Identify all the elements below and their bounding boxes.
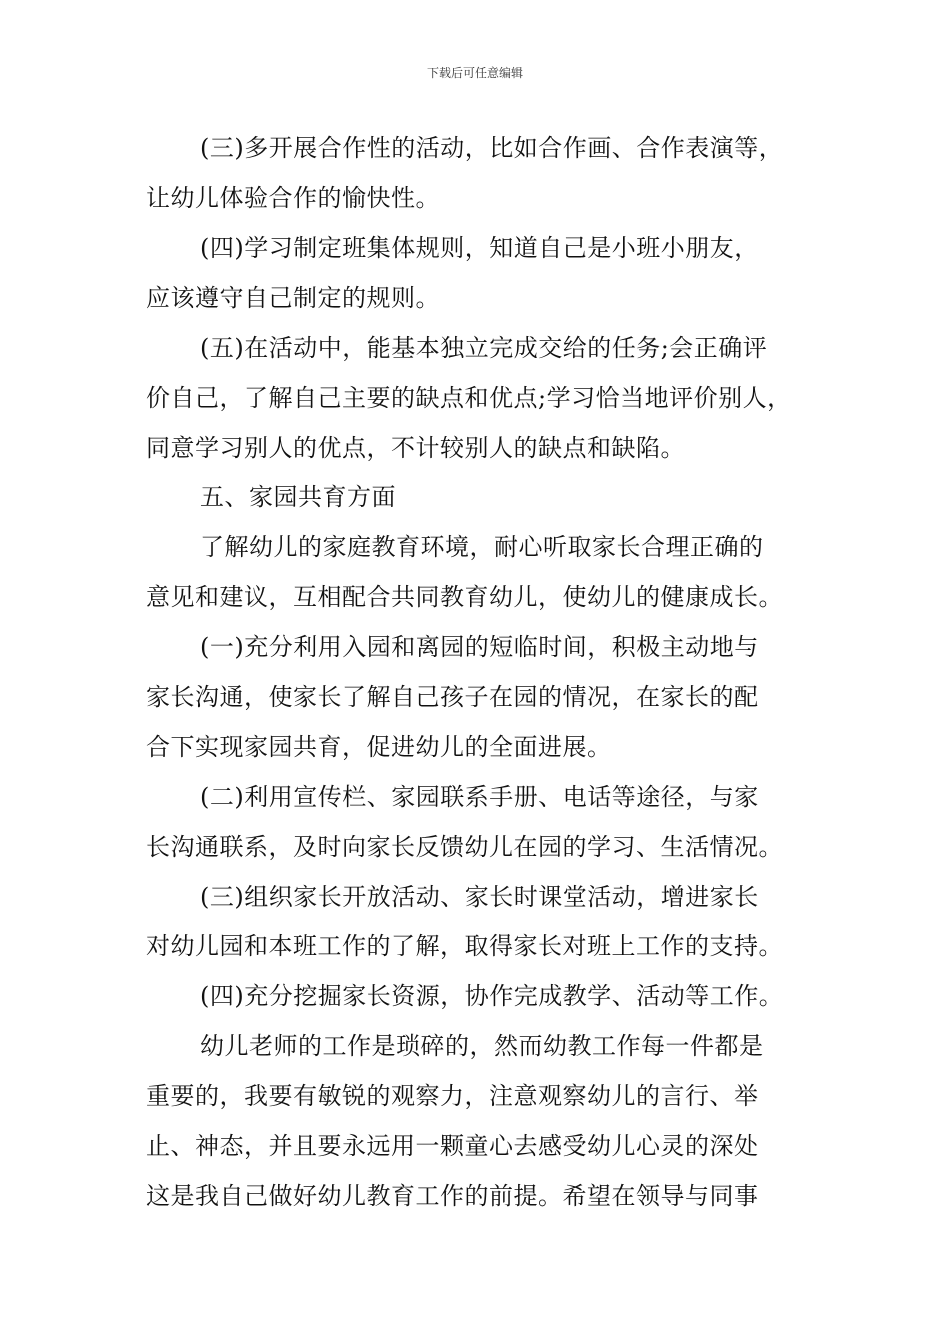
paragraph-line: 应该遵守自己制定的规则。 bbox=[146, 284, 440, 312]
paragraph-line: 价自己，了解自己主要的缺点和优点;学习恰当地评价别人， bbox=[146, 384, 792, 412]
paragraph-line: (三)多开展合作性的活动，比如合作画、合作表演等， bbox=[200, 134, 784, 162]
paragraph-line: (三)组织家长开放活动、家长时课堂活动，增进家长 bbox=[200, 883, 759, 911]
paragraph-line: 同意学习别人的优点，不计较别人的缺点和缺陷。 bbox=[146, 434, 685, 462]
page-header: 下载后可任意编辑 bbox=[426, 66, 523, 80]
paragraph-line: (四)学习制定班集体规则，知道自己是小班小朋友， bbox=[200, 234, 759, 262]
paragraph-line: 这是我自己做好幼儿教育工作的前提。希望在领导与同事 bbox=[146, 1182, 759, 1210]
paragraph-line: (五)在活动中，能基本独立完成交给的任务;会正确评 bbox=[200, 334, 768, 362]
paragraph-line: (二)利用宣传栏、家园联系手册、电话等途径，与家 bbox=[200, 783, 759, 811]
paragraph-line: 了解幼儿的家庭教育环境，耐心听取家长合理正确的 bbox=[200, 533, 764, 561]
paragraph-line: 意见和建议，互相配合共同教育幼儿，使幼儿的健康成长。 bbox=[146, 583, 783, 611]
paragraph-line: 长沟通联系，及时向家长反馈幼儿在园的学习、生活情况。 bbox=[146, 833, 783, 861]
paragraph-line: 让幼儿体验合作的愉快性。 bbox=[146, 184, 440, 212]
paragraph-line: 幼儿老师的工作是琐碎的，然而幼教工作每一件都是 bbox=[200, 1032, 764, 1060]
section-heading: 五、家园共育方面 bbox=[200, 483, 396, 511]
paragraph-line: 合下实现家园共育，促进幼儿的全面进展。 bbox=[146, 733, 612, 761]
paragraph-line: (一)充分利用入园和离园的短临时间，积极主动地与 bbox=[200, 633, 759, 661]
paragraph-line: 家长沟通，使家长了解自己孩子在园的情况，在家长的配 bbox=[146, 683, 759, 711]
paragraph-line: 重要的，我要有敏锐的观察力，注意观察幼儿的言行、举 bbox=[146, 1082, 759, 1110]
paragraph-line: 对幼儿园和本班工作的了解，取得家长对班上工作的支持。 bbox=[146, 932, 783, 960]
paragraph-line: (四)充分挖掘家长资源，协作完成教学、活动等工作。 bbox=[200, 982, 784, 1010]
paragraph-line: 止、神态，并且要永远用一颗童心去感受幼儿心灵的深处 bbox=[146, 1132, 759, 1160]
